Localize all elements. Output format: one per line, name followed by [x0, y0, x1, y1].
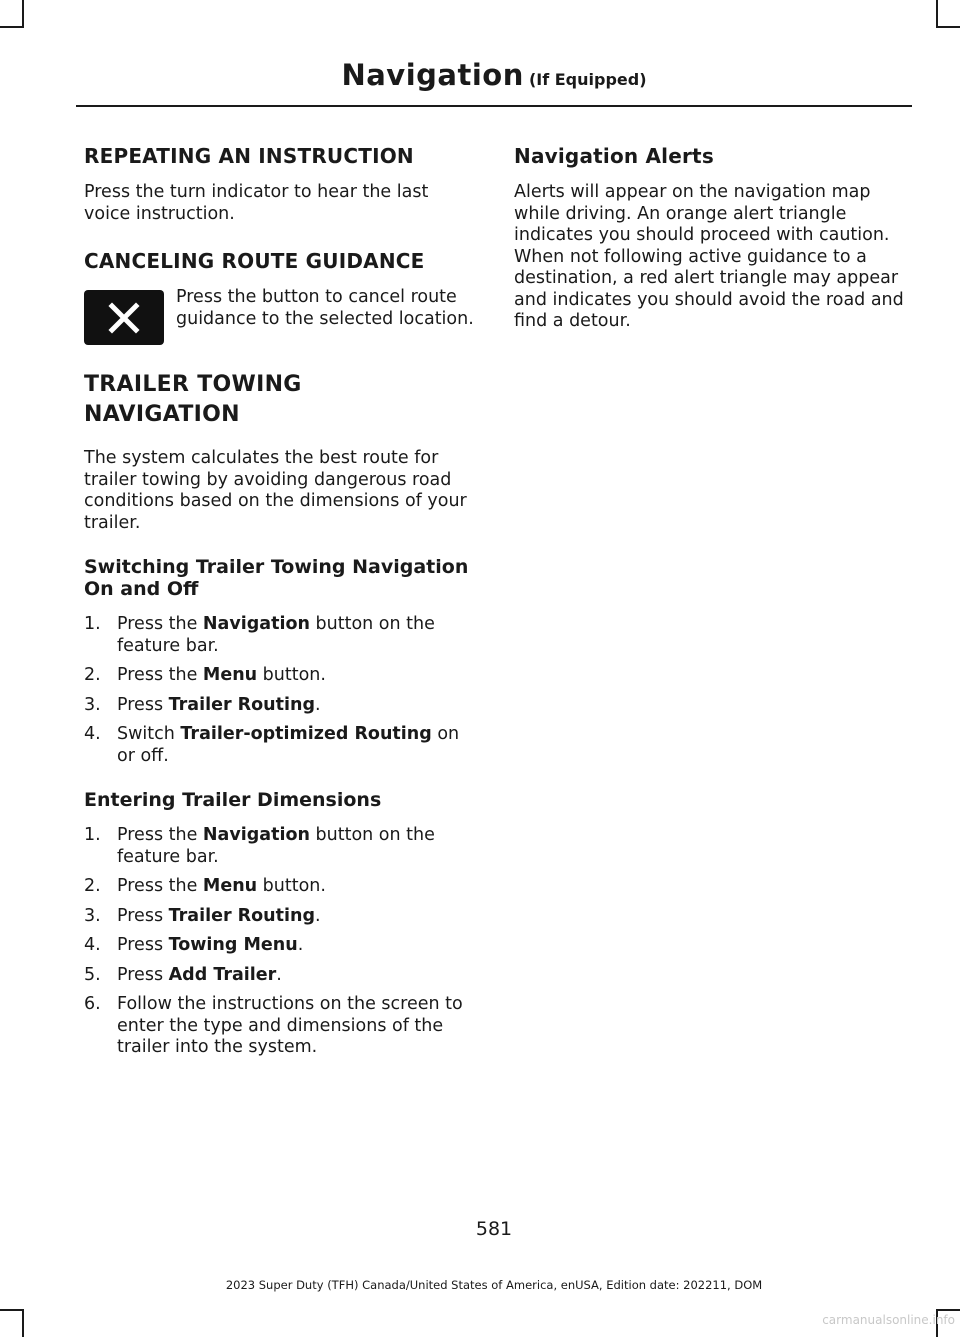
trailer-heading-line2: NAVIGATION	[84, 402, 240, 427]
step-text: Follow the instructions on the screen to enter the type and dimensions of the trailer into the system.	[117, 994, 463, 1057]
switch-steps	[84, 614, 478, 767]
step-bold: Trailer Routing	[168, 694, 315, 715]
step-bold: Add Trailer	[168, 964, 277, 985]
page-subtitle: (If Equipped)	[528, 70, 647, 89]
repeat-text: Press the turn indicator to hear the last voice instruction.	[84, 182, 429, 224]
step-bold: Menu	[202, 665, 258, 685]
crop-mark	[22, 0, 24, 28]
step-number: 1.	[84, 614, 101, 634]
page-title: Navigation	[341, 58, 524, 92]
list-item	[84, 825, 478, 868]
left-column	[84, 144, 478, 1075]
cancel-heading: CANCELING ROUTE GUIDANCE	[84, 249, 425, 273]
crop-mark	[0, 1309, 24, 1311]
dims-heading: Entering Trailer Dimensions	[84, 789, 382, 811]
list-item	[84, 906, 478, 928]
list-item	[84, 695, 478, 717]
step-number: 2.	[84, 665, 101, 685]
step-number: 5.	[84, 964, 101, 985]
trailer-text: The system calculates the best route for trailer towing by avoiding dangerous road conditions based on the dimensions of your trailer.	[84, 448, 467, 533]
step-text: Press Add Trailer.	[117, 964, 282, 985]
step-text: Press the Navigation button on the feature bar.	[117, 614, 435, 656]
right-column	[514, 144, 908, 350]
crop-mark	[936, 0, 938, 28]
step-number: 3.	[84, 905, 101, 926]
repeat-heading: REPEATING AN INSTRUCTION	[84, 144, 414, 168]
crop-mark	[22, 1309, 24, 1337]
crop-mark	[936, 1309, 960, 1311]
alerts-heading: Navigation Alerts	[514, 144, 714, 168]
switch-heading: Switching Trailer Towing Navigation On and Off	[84, 556, 469, 600]
list-item	[84, 876, 478, 898]
footer-text: 2023 Super Duty (TFH) Canada/United States of America, enUSA, Edition date: 202211, DOM	[225, 1278, 763, 1292]
page-header	[76, 58, 912, 92]
step-bold: Towing Menu	[168, 935, 298, 955]
step-text: Press Trailer Routing.	[117, 694, 321, 715]
step-bold: Trailer Routing	[168, 905, 315, 926]
list-item	[84, 614, 478, 657]
cancel-row	[84, 287, 478, 345]
step-bold: Trailer-optimized Routing	[180, 724, 432, 744]
dims-steps	[84, 825, 478, 1059]
page-number: 581	[475, 1218, 513, 1240]
step-text: Press Towing Menu.	[117, 935, 304, 955]
step-number: 4.	[84, 935, 101, 955]
list-item	[84, 724, 478, 767]
step-text: Press Trailer Routing.	[117, 905, 321, 926]
step-number: 1.	[84, 825, 101, 845]
list-item	[84, 965, 478, 987]
step-number: 3.	[84, 694, 101, 715]
step-bold: Navigation	[202, 614, 310, 634]
crop-mark	[0, 26, 24, 28]
list-item	[84, 994, 478, 1059]
trailer-heading-line1: TRAILER TOWING	[84, 372, 302, 397]
step-text: Switch Trailer-optimized Routing on or off.	[117, 724, 460, 766]
step-bold: Menu	[202, 876, 258, 896]
header-rule	[76, 105, 912, 107]
list-item	[84, 665, 478, 687]
crop-mark	[936, 26, 960, 28]
watermark: carmanualsonline.info	[822, 1313, 955, 1327]
list-item	[84, 935, 478, 957]
step-number: 4.	[84, 724, 101, 744]
cancel-text: Press the button to cancel route guidance to the selected location.	[176, 287, 474, 329]
step-text: Press the Navigation button on the feature bar.	[117, 825, 435, 867]
step-number: 6.	[84, 994, 101, 1014]
alerts-text: Alerts will appear on the navigation map while driving. An orange alert triangle indicates you should proceed with caution. When not following active guidance to a destination, a red alert triangle may appear and indicates you should avoid the road and find a detour.	[514, 182, 904, 331]
step-number: 2.	[84, 876, 101, 896]
step-text: Press the Menu button.	[117, 876, 326, 896]
step-text: Press the Menu button.	[117, 665, 326, 685]
step-bold: Navigation	[202, 825, 310, 845]
close-x-icon	[84, 290, 164, 345]
